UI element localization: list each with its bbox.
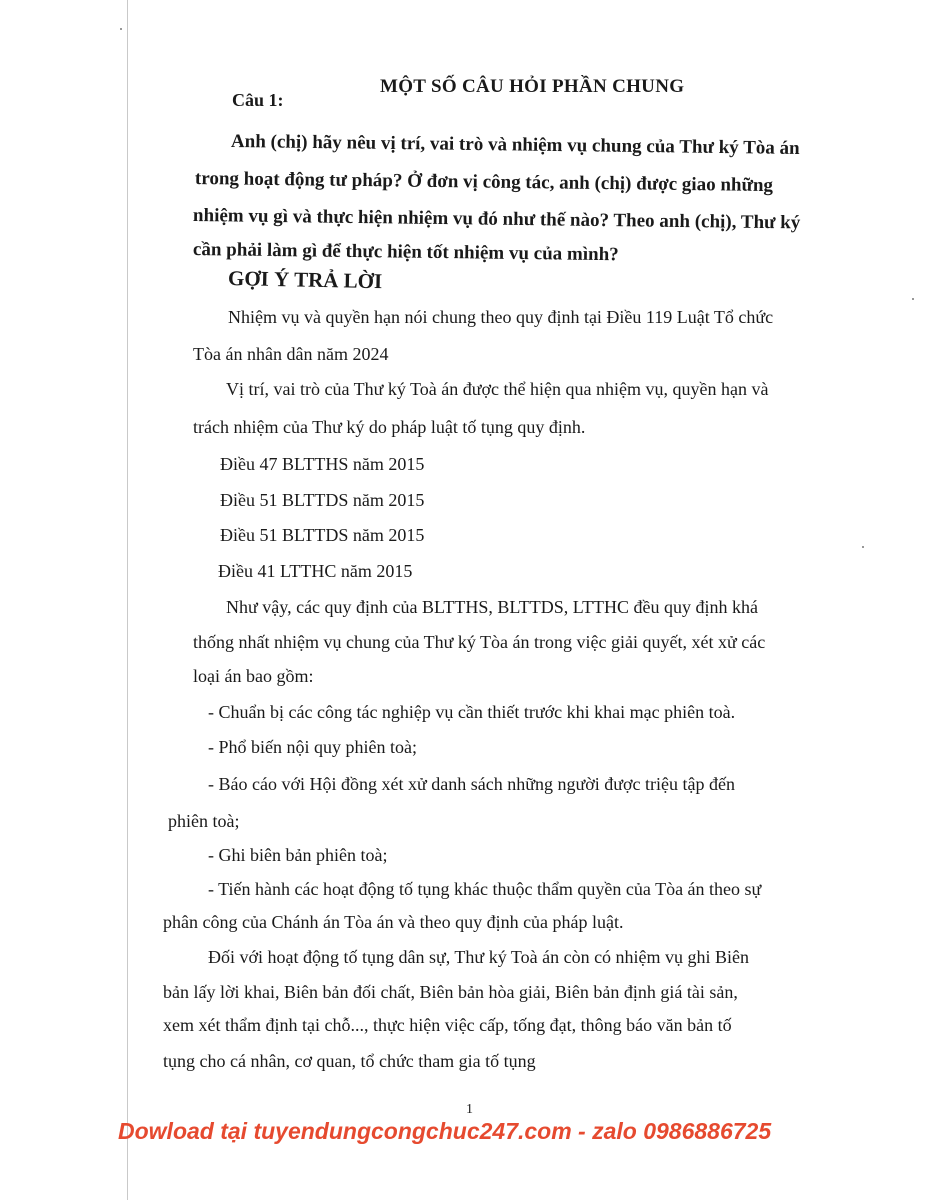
body-line: Vị trí, vai trò của Thư ký Toà án được thể hiện qua nhiệm vụ, quyền hạn và	[226, 379, 769, 399]
body-line: - Tiến hành các hoạt động tố tụng khác thuộc thẩm quyền của Tòa án theo sự	[208, 879, 762, 899]
body-line: - Báo cáo với Hội đồng xét xử danh sách những người được triệu tập đến	[208, 774, 735, 794]
body-line: - Phổ biến nội quy phiên toà;	[208, 737, 417, 757]
body-line: phân công của Chánh án Tòa án và theo quy định của pháp luật.	[163, 912, 624, 932]
body-line: trách nhiệm của Thư ký do pháp luật tố tụng quy định.	[193, 417, 586, 437]
question-line: trong hoạt động tư pháp? Ở đơn vị công tác, anh (chị) được giao những	[194, 168, 774, 197]
binding-margin-line	[127, 0, 128, 1200]
body-line: bản lấy lời khai, Biên bản đối chất, Biên bản hòa giải, Biên bản định giá tài sản,	[163, 982, 738, 1002]
question-line: Anh (chị) hãy nêu vị trí, vai trò và nhiệm vụ chung của Thư ký Tòa án	[230, 131, 800, 159]
scan-speck	[120, 28, 122, 30]
body-line: loại án bao gồm:	[193, 666, 314, 686]
answer-heading: GỢI Ý TRẢ LỜI	[227, 266, 383, 294]
body-line: Điều 47 BLTTHS năm 2015	[220, 454, 425, 474]
body-line: Đối với hoạt động tố tụng dân sự, Thư ký Toà án còn có nhiệm vụ ghi Biên	[208, 947, 750, 967]
question-line: nhiệm vụ gì và thực hiện nhiệm vụ đó như thế nào? Theo anh (chị), Thư ký	[192, 205, 801, 234]
body-line: thống nhất nhiệm vụ chung của Thư ký Tòa án trong việc giải quyết, xét xử các	[193, 632, 766, 652]
body-line: - Chuẩn bị các công tác nghiệp vụ cần thiết trước khi khai mạc phiên toà.	[208, 702, 736, 722]
body-line: Như vậy, các quy định của BLTTHS, BLTTDS, LTTHC đều quy định khá	[226, 597, 759, 617]
body-line: xem xét thẩm định tại chỗ..., thực hiện việc cấp, tống đạt, thông báo văn bản tố	[163, 1015, 732, 1035]
download-footer-link[interactable]: Dowload tại tuyendungcongchuc247.com - zalo 0986886725	[118, 1118, 772, 1144]
question-label: Câu 1:	[232, 90, 284, 110]
body-line: - Ghi biên bản phiên toà;	[208, 845, 388, 865]
body-line: Điều 51 BLTTDS năm 2015	[220, 525, 425, 545]
body-line: Điều 41 LTTHC năm 2015	[218, 561, 413, 581]
body-line: Nhiệm vụ và quyền hạn nói chung theo quy định tại Điều 119 Luật Tổ chức	[228, 307, 774, 327]
scan-speck	[912, 298, 914, 300]
body-line: Tòa án nhân dân năm 2024	[193, 344, 389, 364]
page-number: 1	[466, 1102, 473, 1117]
body-line: phiên toà;	[168, 811, 240, 831]
question-line: cần phải làm gì để thực hiện tốt nhiệm vụ của mình?	[192, 239, 619, 266]
body-line: tụng cho cá nhân, cơ quan, tổ chức tham gia tố tụng	[163, 1051, 536, 1071]
scan-speck	[862, 546, 864, 548]
body-line: Điều 51 BLTTDS năm 2015	[220, 490, 425, 510]
page-title: MỘT SỐ CÂU HỎI PHẦN CHUNG	[380, 76, 685, 97]
